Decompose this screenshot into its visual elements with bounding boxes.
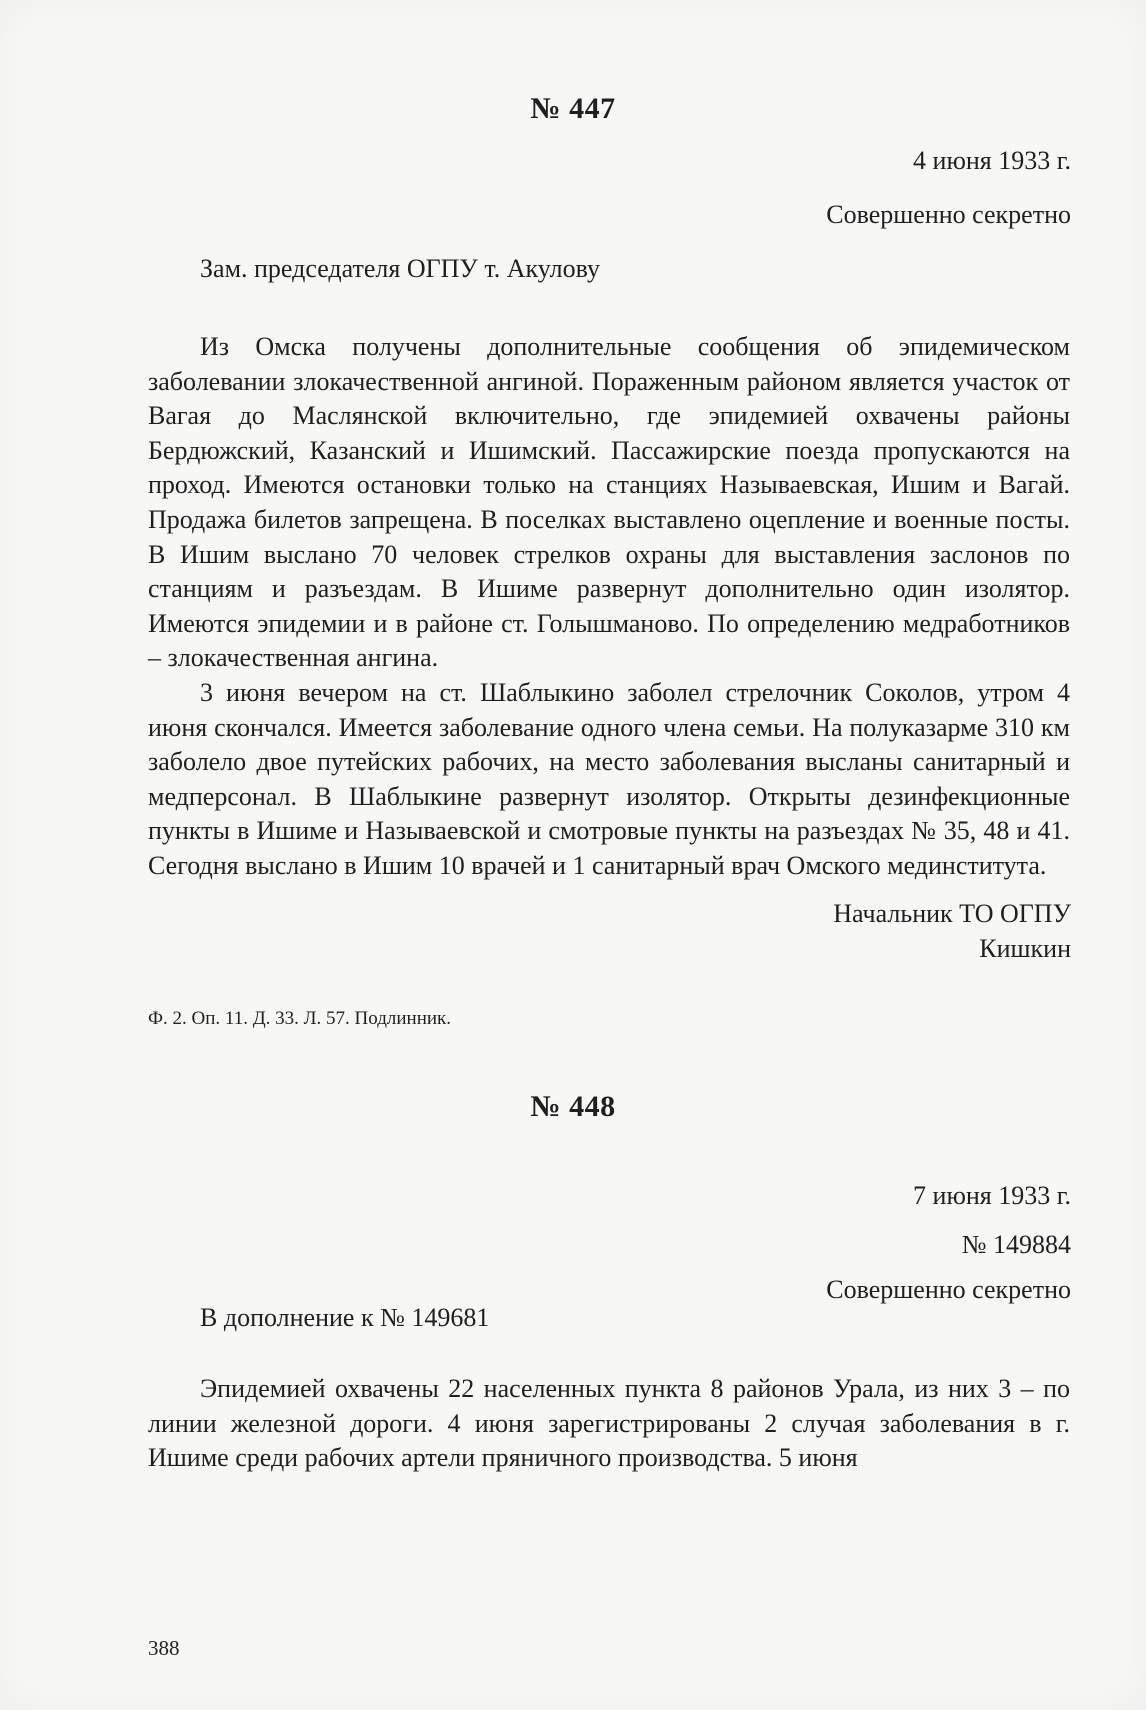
signature-title: Начальник ТО ОГПУ	[833, 899, 1071, 928]
doc-448-number: № 448	[530, 1090, 616, 1123]
doc-447-paragraph-2: 3 июня вечером на ст. Шаблыкино заболел стрелочник Соколов, утром 4 июня скончался. Имеется заболевание одного члена семьи. На полуказарме 310 км заболело двое путейских рабочих, на место заболевания высланы санитарный и медперсонал. В Шаблыкине развернут изолятор. Открыты дезинфекционные пункты в Ишиме и Называевской и смотровые пункты на разъездах № 35, 48 и 41. Сегодня выслано в Ишим 10 врачей и 1 санитарный врач Омского мединститута.	[148, 677, 1070, 880]
doc-447-date: 4 июня 1933 г.	[913, 146, 1071, 175]
doc-447-paragraph-1: Из Омска получены дополнительные сообщения об эпидемическом заболевании злокачественной ангиной. Пораженным районом является участок от Вагая до Маслянской включительно, где эпидемией охвачены районы Бердюжский, Казанский и Ишимский. Пассажирские поезда пропускаются на проход. Имеются остановки только на станциях Называевская, Ишим и Вагай. Продажа билетов запрещена. В поселках выставлено оцепление и военные посты. В Ишим выслано 70 человек стрелков охраны для выставления заслонов по станциям и разъездам. В Ишиме развернут дополнительно один изолятор. Имеются эпидемии и в районе ст. Голышманово. По определению медработников – злокачественная ангина.	[148, 332, 1070, 673]
signature-name: Кишкин	[979, 934, 1071, 963]
doc-447-body	[148, 330, 1070, 884]
doc-448-supplement: В дополнение к № 149681	[200, 1303, 490, 1332]
doc-448-date: 7 июня 1933 г.	[913, 1181, 1071, 1210]
doc-448-body	[148, 1372, 1070, 1476]
doc-448-classification: Совершенно секретно	[826, 1275, 1071, 1304]
doc-447-number: № 447	[530, 92, 616, 125]
doc-447-signature	[833, 896, 1071, 966]
page-number: 388	[148, 1636, 180, 1660]
doc-447-classification: Совершенно секретно	[826, 200, 1071, 229]
doc-447-addressee: Зам. председателя ОГПУ т. Акулову	[200, 254, 601, 283]
doc-448-ref-number: № 149884	[961, 1230, 1071, 1259]
doc-448-paragraph-1: Эпидемией охвачены 22 населенных пункта 8 районов Урала, из них 3 – по линии железной дороги. 4 июня зарегистрированы 2 случая заболевания в г. Ишиме среди рабочих артели пряничного производства. 5 июня	[148, 1374, 1070, 1473]
archive-reference: Ф. 2. Оп. 11. Д. 33. Л. 57. Подлинник.	[148, 1008, 452, 1029]
